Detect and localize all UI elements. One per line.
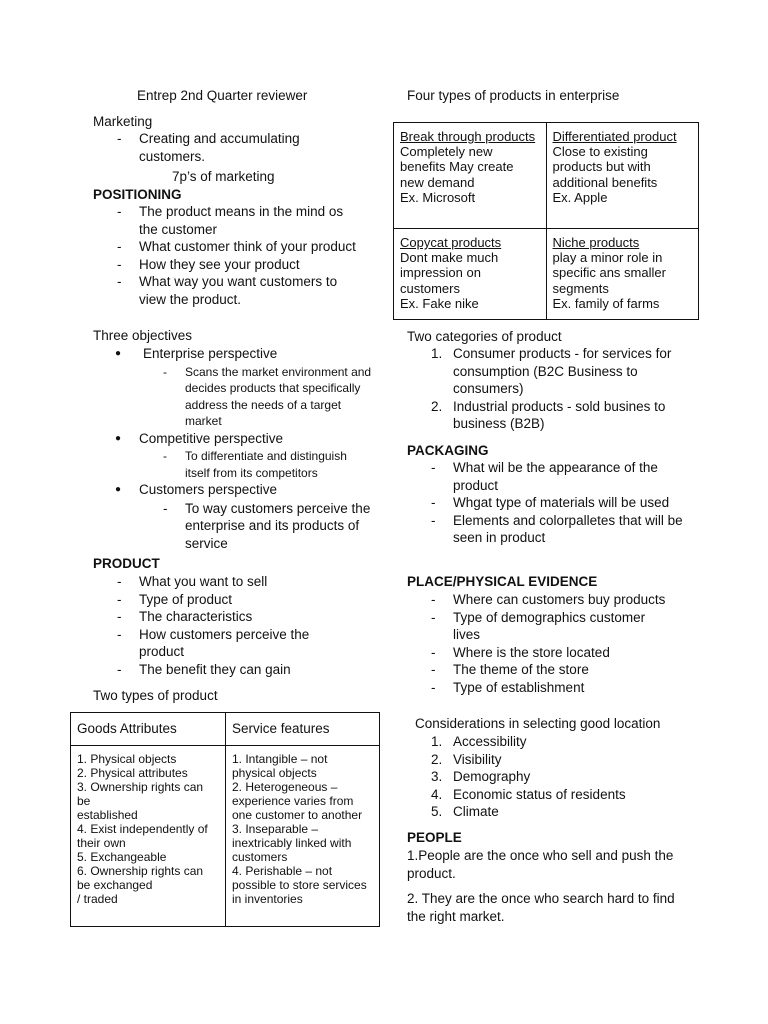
- list-item: - The characteristics: [93, 608, 353, 626]
- list-item: - Type of establishment: [407, 679, 667, 697]
- goods-line: 1. Physical objects: [77, 751, 177, 766]
- place-heading: PLACE/PHYSICAL EVIDENCE: [407, 574, 598, 589]
- list-text: Consumer products - for services for consumption (B2C Business to consumers): [453, 346, 672, 396]
- goods-line: 4. Exist independently of their own: [77, 821, 208, 850]
- table-header-row: [71, 713, 380, 746]
- sub-list-item: - Scans the market environment and decides products that specifically address the needs of a target market: [139, 364, 373, 430]
- list-item: - What customer think of your product: [93, 238, 363, 256]
- packaging-list: [407, 459, 687, 547]
- sub-list: [93, 499, 373, 553]
- goods-line: 3. Ownership rights can be: [77, 779, 204, 808]
- people-heading: PEOPLE: [407, 830, 462, 845]
- list-item: - The product means in the mind os the customer: [93, 203, 363, 238]
- product-type-example: Ex. Fake nike: [400, 295, 479, 311]
- list-item: - Whgat type of materials will be used: [407, 494, 687, 512]
- services-line: 4. Perishable – not possible to store services in inventories: [232, 863, 367, 906]
- marketing-list: [93, 130, 333, 165]
- sub-list: [93, 363, 373, 430]
- packaging-heading: PACKAGING: [407, 443, 489, 458]
- product-type-cell: [394, 123, 547, 229]
- table-row: [394, 229, 699, 320]
- categories-list: [407, 345, 687, 433]
- list-item: - The theme of the store: [407, 661, 667, 679]
- goods-line: 5. Exchangeable: [77, 849, 167, 864]
- list-item: - What wil be the appearance of the product: [407, 459, 687, 494]
- list-item: [93, 430, 373, 482]
- list-number: 1.: [431, 734, 443, 749]
- product-types-heading: Two types of product: [93, 688, 218, 703]
- list-item: [407, 751, 687, 769]
- services-line: 3. Inseparable – inextricably linked with customers: [232, 821, 352, 864]
- list-item: - What you want to sell: [93, 573, 353, 591]
- product-type-example: Ex. Microsoft: [400, 189, 476, 205]
- services-cell: [226, 745, 380, 926]
- sub-list-item: - To differentiate and distinguish itself from its competitors: [139, 448, 373, 481]
- list-item: - How customers perceive the product: [93, 626, 353, 661]
- list-item: [407, 768, 687, 786]
- seven-ps-heading: 7p’s of marketing: [172, 169, 275, 184]
- people-paragraph-1: 1.People are the once who sell and push the product.: [407, 848, 674, 881]
- list-item: - Creating and accumulating customers.: [93, 130, 333, 165]
- product-type-title: Break through products: [400, 129, 536, 144]
- services-line: 1. Intangible – not physical objects: [232, 751, 328, 780]
- product-type-desc: Completely new benefits May create new demand: [400, 144, 514, 190]
- product-type-cell: [546, 229, 699, 320]
- goods-line: / traded: [77, 891, 118, 906]
- product-list: [93, 573, 353, 678]
- product-type-title: Differentiated product: [552, 129, 677, 144]
- considerations-list: [407, 733, 687, 821]
- product-type-desc: Dont make much impression on customers: [400, 250, 499, 296]
- considerations-heading: Considerations in selecting good location: [415, 716, 661, 731]
- list-item: [407, 733, 687, 751]
- table-row: [394, 123, 699, 229]
- list-item: - How they see your product: [93, 256, 363, 274]
- list-item: - Elements and colorpalletes that will be seen in product: [407, 512, 687, 547]
- categories-heading: Two categories of product: [407, 329, 562, 344]
- product-heading: PRODUCT: [93, 556, 160, 571]
- objective-label: Enterprise perspective: [143, 346, 278, 361]
- list-number: 3.: [431, 769, 443, 784]
- list-item: [407, 345, 687, 398]
- positioning-heading: POSITIONING: [93, 187, 182, 202]
- list-number: 4.: [431, 786, 443, 802]
- list-item: - Where can customers buy products: [407, 591, 667, 609]
- list-text: Demography: [453, 769, 531, 784]
- objectives-heading: Three objectives: [93, 328, 193, 343]
- list-text: Economic status of residents: [453, 786, 626, 802]
- people-paragraph-2: 2. They are the once who search hard to find the right market.: [407, 891, 675, 924]
- list-item: - Where is the store located: [407, 644, 667, 662]
- goods-cell: [71, 745, 226, 926]
- list-item: [407, 398, 687, 433]
- list-number: 2.: [431, 398, 443, 414]
- list-text: Accessibility: [453, 734, 527, 749]
- marketing-heading: Marketing: [93, 114, 153, 129]
- list-item: [407, 803, 687, 821]
- table-header-goods: Goods Attributes: [71, 713, 226, 746]
- goods-service-table: [70, 712, 380, 927]
- list-item: [407, 786, 687, 804]
- table-row: [71, 745, 380, 926]
- product-type-cell: [394, 229, 547, 320]
- list-number: 2.: [431, 751, 443, 767]
- list-item: [93, 345, 373, 430]
- list-item: - The benefit they can gain: [93, 661, 353, 679]
- goods-line: 6. Ownership rights can be exchanged: [77, 863, 204, 892]
- list-item: - Type of demographics customer lives: [407, 609, 667, 644]
- list-text: Industrial products - sold busines to business (B2B): [453, 398, 666, 431]
- product-types-table: [393, 122, 699, 320]
- objectives-list: [93, 345, 373, 552]
- product-type-title: Copycat products: [400, 235, 502, 250]
- product-types-title: Four types of products in enterprise: [407, 88, 620, 103]
- product-type-cell: [546, 123, 699, 229]
- sub-list-item: - To way customers perceive the enterprise and its products of service: [139, 500, 373, 553]
- objective-label: Competitive perspective: [139, 430, 284, 446]
- product-type-desc: Close to existing products but with additional benefits: [552, 144, 658, 190]
- list-item: - Type of product: [93, 591, 353, 609]
- goods-line: 2. Physical attributes: [77, 765, 188, 780]
- objective-label: Customers perspective: [139, 482, 278, 497]
- product-type-desc: play a minor role in specific ans smaller segments: [552, 250, 666, 296]
- sub-list: [93, 447, 373, 481]
- table-header-services: Service features: [226, 713, 380, 746]
- list-number: 1.: [431, 346, 443, 361]
- list-item: - What way you want customers to view the product.: [93, 273, 363, 308]
- goods-line: established: [77, 807, 138, 822]
- product-type-example: Ex. family of farms: [552, 295, 660, 311]
- services-line: 2. Heterogeneous – experience varies from one customer to another: [232, 779, 363, 822]
- positioning-list: [93, 203, 363, 308]
- place-list: [407, 591, 667, 696]
- product-type-title: Niche products: [552, 235, 640, 250]
- doc-title: Entrep 2nd Quarter reviewer: [137, 88, 308, 103]
- list-text: Climate: [453, 804, 499, 819]
- list-text: Visibility: [453, 751, 502, 767]
- product-type-example: Ex. Apple: [552, 189, 608, 205]
- list-number: 5.: [431, 804, 443, 819]
- list-item: [93, 481, 373, 552]
